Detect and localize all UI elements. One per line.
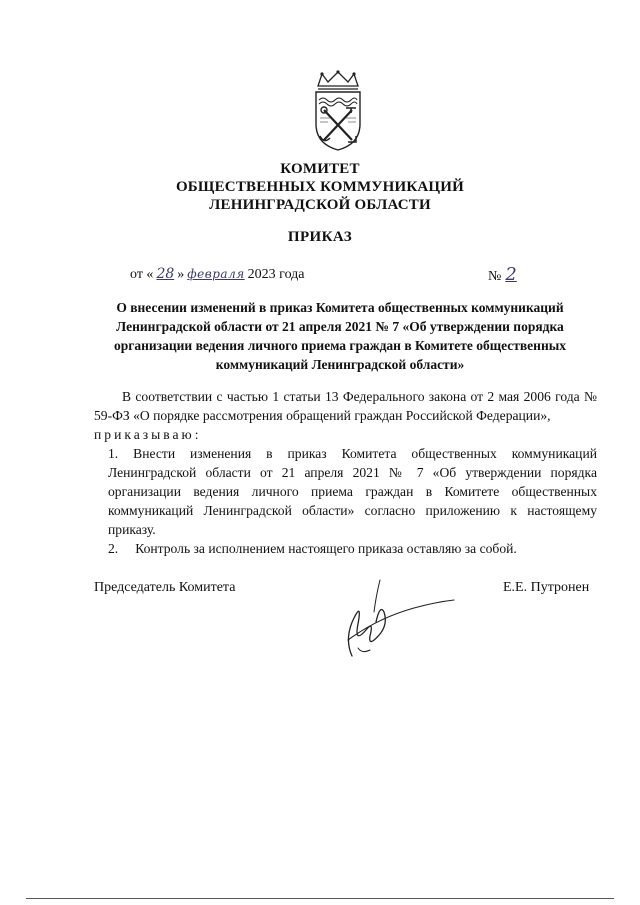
signer-name: Е.Е. Путронен [503,580,590,595]
heading-line-1: О внесении изменений в приказ Комитета общественных коммуникаций [116,300,564,315]
org-name-line-2: ОБЩЕСТВЕННЫХ КОММУНИКАЦИЙ [175,179,465,195]
org-name-line-3: ЛЕНИНГРАДСКОЙ ОБЛАСТИ [209,197,431,213]
order-item-2: 2. Контроль за исполнением настоящего приказа оставляю за собой. [108,541,517,556]
handwritten-number: 2 [505,264,517,285]
handwritten-month: февраля [187,267,245,281]
signer-role: Председатель Комитета [94,580,236,595]
heading-line-4: коммуникаций Ленинградской области» [215,357,465,372]
order-date [130,266,305,283]
date-year: 2023 года [247,267,305,282]
heading-line-2: Ленинградской области от 21 апреля 2021 № 7 «Об утверждении порядка [116,319,564,334]
order-heading [95,298,585,374]
order-item-1: 1. Внести изменения в приказ Комитета общественных коммуникаций Ленинградской области от 21 апреля 2021 № 7 «Об утверждении порядка организации ведения личного приема граждан в Комитете общественных коммуникаций Ленинградской области» согласно приложению к настоящему приказу. [108,446,597,537]
document-type-title: ПРИКАЗ [287,229,353,245]
coat-of-arms-emblem [306,70,370,152]
heading-line-3: организации ведения личного приема граждан в Комитете общественных [113,338,567,353]
date-prefix: от « [130,267,154,282]
date-mid: » [177,267,185,282]
org-name-line-1: КОМИТЕТ [280,161,360,177]
order-body [94,387,597,558]
handwritten-day: 28 [156,266,175,282]
footer-divider [26,898,614,899]
preamble-paragraph: В соответствии с частью 1 статьи 13 Федерального закона от 2 мая 2006 года № 59-ФЗ «О порядке рассмотрения обращений граждан Российской Федерации», [94,389,597,423]
number-label: № [488,269,502,284]
order-word: приказываю: [94,427,202,442]
order-number [488,264,521,285]
handwritten-signature [318,578,458,662]
